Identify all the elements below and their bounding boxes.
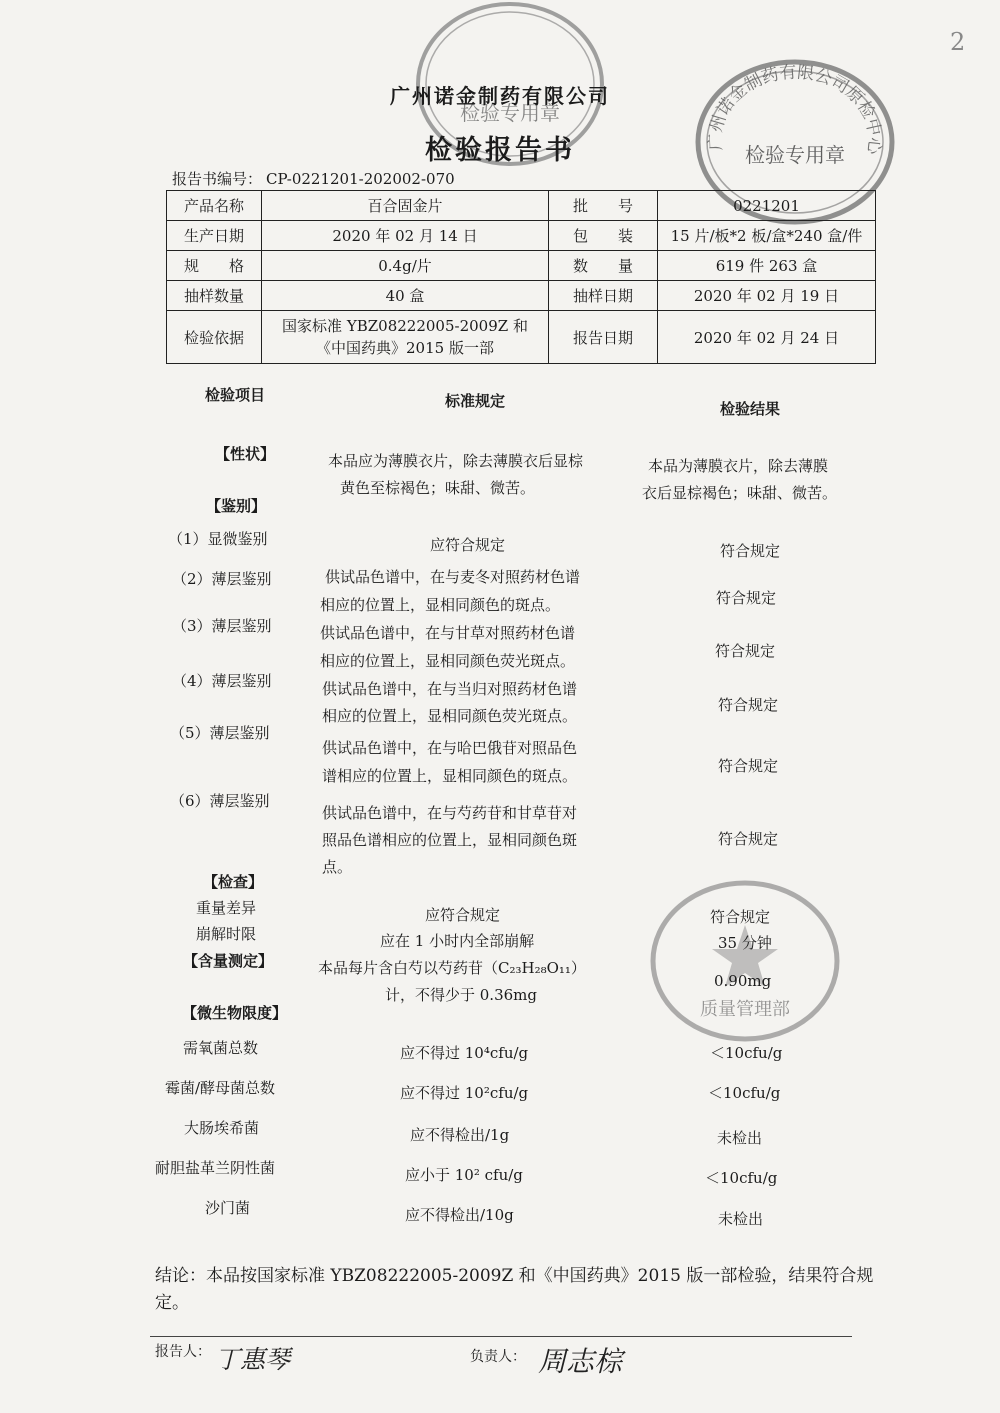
result-text: 符合规定 [718, 757, 779, 775]
info-label: 产品名称 [167, 191, 262, 221]
standard-text: 应不得检出/1g [410, 1126, 510, 1144]
result-text: ＜10cfu/g [705, 1169, 778, 1187]
identification-item-3: （3）薄层鉴别 [172, 617, 272, 635]
standard-text: 供试品色谱中，在与麦冬对照药材色谱 [325, 568, 581, 586]
micro-item-bile-tolerant: 耐胆盐革兰阴性菌 [155, 1159, 276, 1177]
result-text: 符合规定 [718, 696, 779, 714]
result-text: 未检出 [718, 1210, 764, 1228]
report-number [172, 168, 455, 189]
check-item-weight: 重量差异 [196, 899, 257, 917]
info-value: 2020 年 02 月 19 日 [658, 281, 876, 311]
info-table [166, 190, 876, 364]
identification-item-4: （4）薄层鉴别 [172, 672, 272, 690]
info-value: 2020 年 02 月 24 日 [658, 311, 876, 364]
micro-item-mold-yeast: 霉菌/酵母菌总数 [165, 1079, 276, 1097]
result-text: ＜10cfu/g [710, 1044, 783, 1062]
info-label: 报告日期 [549, 311, 658, 364]
company-name: 广州诺金制药有限公司 [390, 84, 610, 108]
standard-text: 照品色谱相应的位置上，显相同颜色斑 [322, 831, 578, 849]
section-check: 【检查】 [203, 873, 264, 891]
identification-item-5: （5）薄层鉴别 [170, 724, 270, 742]
svg-text:检验专用章: 检验专用章 [460, 101, 560, 125]
standard-text: 本品每片含白芍以芍药苷（C₂₃H₂₈O₁₁） [318, 959, 586, 977]
result-text: 0.90mg [714, 972, 772, 990]
result-text: 符合规定 [716, 589, 777, 607]
result-text: 衣后显棕褐色；味甜、微苦。 [642, 484, 838, 502]
manager-signature: 周志棕 [538, 1345, 623, 1378]
standard-text: 供试品色谱中，在与甘草对照药材色谱 [320, 624, 576, 642]
info-value: 40 盒 [262, 281, 549, 311]
info-label: 检验依据 [167, 311, 262, 364]
micro-item-ecoli: 大肠埃希菌 [184, 1119, 260, 1137]
standard-text: 应在 1 小时内全部崩解 [380, 932, 535, 950]
section-identification: 【鉴别】 [206, 497, 267, 515]
standard-text: 应不得检出/10g [405, 1206, 514, 1224]
table-row [167, 251, 876, 281]
reporter-label: 报告人： [155, 1344, 211, 1360]
info-value: 619 件 263 盒 [658, 251, 876, 281]
info-label: 数 量 [549, 251, 658, 281]
info-label: 包 装 [549, 221, 658, 251]
result-text: ＜10cfu/g [708, 1084, 781, 1102]
standard-text: 相应的位置上，显相同颜色荧光斑点。 [322, 707, 578, 725]
standard-text: 黄色至棕褐色；味甜、微苦。 [340, 479, 536, 497]
standard-text: 应不得过 10²cfu/g [400, 1084, 529, 1102]
standard-text: 点。 [322, 858, 353, 876]
result-text: 35 分钟 [718, 934, 772, 952]
standard-text: 谱相应的位置上，显相同颜色的斑点。 [322, 767, 578, 785]
column-header-result: 检验结果 [720, 400, 781, 418]
manager-label: 负责人： [470, 1349, 526, 1365]
result-text: 符合规定 [715, 642, 776, 660]
column-header-item: 检验项目 [205, 386, 266, 404]
conclusion-text: 结论：本品按国家标准 YBZ08222005-2009Z 和《中国药典》2015 版一部检验，结果符合规定。 [155, 1266, 874, 1313]
standard-text: 应符合规定 [430, 536, 506, 554]
stamp-qa-dept [645, 875, 845, 1045]
micro-item-aerobic: 需氧菌总数 [183, 1039, 259, 1057]
table-row [167, 191, 876, 221]
standard-text: 供试品色谱中，在与当归对照药材色谱 [322, 680, 578, 698]
column-header-standard: 标准规定 [445, 392, 506, 410]
standard-text: 供试品色谱中，在与哈巴俄苷对照品色 [322, 739, 578, 757]
section-microbial-limits: 【微生物限度】 [182, 1004, 288, 1022]
result-text: 未检出 [717, 1129, 763, 1147]
svg-text:质量管理部: 质量管理部 [700, 999, 790, 1020]
standard-text: 应符合规定 [425, 906, 501, 924]
standard-text: 应不得过 10⁴cfu/g [400, 1044, 529, 1062]
info-value: 百合固金片 [262, 191, 549, 221]
basis-line: 《中国药典》2015 版一部 [316, 339, 494, 357]
report-number-value: CP-0221201-202002-070 [266, 170, 455, 188]
result-text: 本品为薄膜衣片，除去薄膜 [648, 457, 829, 475]
reporter-signature: 丁惠琴 [215, 1345, 291, 1374]
section-assay: 【含量测定】 [183, 952, 274, 970]
result-text: 符合规定 [710, 908, 771, 926]
table-row [167, 281, 876, 311]
standard-text: 本品应为薄膜衣片，除去薄膜衣后显棕 [328, 452, 584, 470]
result-text: 符合规定 [720, 542, 781, 560]
page-title: 检验报告书 [425, 135, 575, 166]
basis-line: 国家标准 YBZ08222005-2009Z 和 [282, 317, 528, 335]
standard-text: 计，不得少于 0.36mg [385, 986, 537, 1004]
info-label: 抽样日期 [549, 281, 658, 311]
info-value: 2020 年 02 月 14 日 [262, 221, 549, 251]
signature-divider [150, 1336, 852, 1337]
identification-item-2: （2）薄层鉴别 [172, 570, 272, 588]
section-character: 【性状】 [215, 445, 276, 463]
standard-text: 相应的位置上，显相同颜色荧光斑点。 [320, 652, 576, 670]
identification-item-6: （6）薄层鉴别 [170, 792, 270, 810]
check-item-disintegration: 崩解时限 [196, 925, 257, 943]
info-value [262, 311, 549, 364]
result-text: 符合规定 [718, 830, 779, 848]
info-value: 0.4g/片 [262, 251, 549, 281]
standard-text: 相应的位置上，显相同颜色的斑点。 [320, 596, 561, 614]
table-row [167, 221, 876, 251]
info-label: 抽样数量 [167, 281, 262, 311]
svg-text:广州诺金制药有限公司原检中心: 广州诺金制药有限公司原检中心 [705, 62, 885, 156]
svg-text:检验专用章: 检验专用章 [745, 143, 845, 167]
info-value: 0221201 [658, 191, 876, 221]
info-label: 批 号 [549, 191, 658, 221]
info-label: 生产日期 [167, 221, 262, 251]
info-label: 规 格 [167, 251, 262, 281]
info-value: 15 片/板*2 板/盒*240 盒/件 [658, 221, 876, 251]
table-row [167, 311, 876, 364]
standard-text: 供试品色谱中，在与芍药苷和甘草苷对 [322, 804, 578, 822]
report-number-label: 报告书编号： [172, 170, 263, 188]
standard-text: 应小于 10² cfu/g [405, 1166, 523, 1184]
micro-item-salmonella: 沙门菌 [205, 1199, 251, 1217]
page-number-mark: 2 [950, 28, 966, 56]
identification-item-1: （1）显微鉴别 [168, 530, 268, 548]
